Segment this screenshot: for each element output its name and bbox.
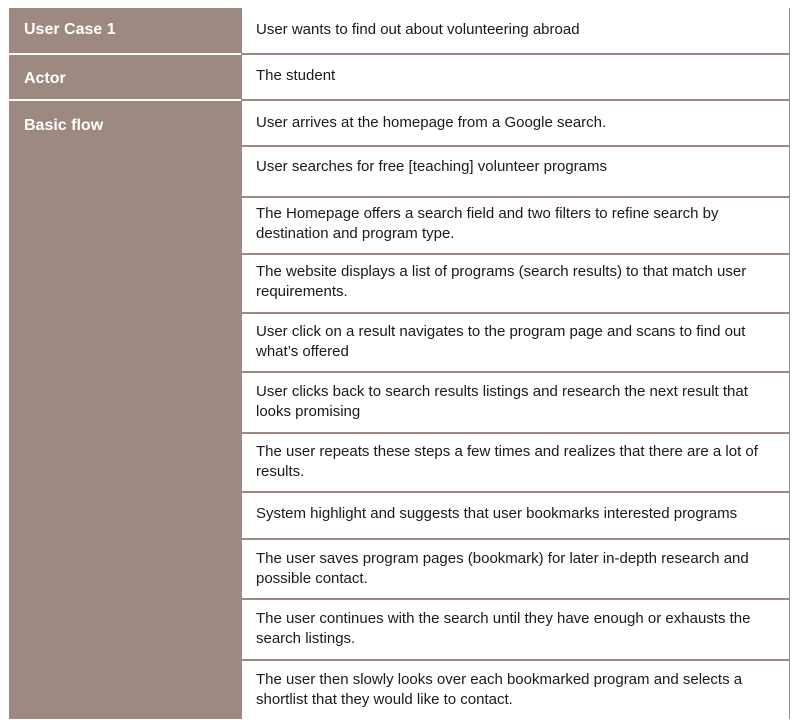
label-divider [9,53,241,55]
flow-step: The user repeats these steps a few times and realizes that there are a lot of results. [242,434,789,491]
flow-step: System highlight and suggests that user bookmarks interested programs [242,493,789,538]
label-divider [9,99,241,101]
flow-step: User click on a result navigates to the program page and scans to find out what’s offered [242,314,789,371]
flow-step: User arrives at the homepage from a Google search. [242,101,789,145]
row-use-case: User wants to find out about volunteering abroad [242,8,789,53]
flow-step: The user then slowly looks over each bookmarked program and selects a shortlist that they would like to contact. [242,661,789,719]
flow-step: User clicks back to search results listings and research the next result that looks promising [242,373,789,432]
row-actor: The student [242,55,789,99]
flow-step: The website displays a list of programs (search results) to that match user requirements. [242,255,789,312]
use-case-label: User Case 1 [24,21,116,38]
content-column [241,8,790,719]
actor-label: Actor [24,70,66,87]
flow-step: User searches for free [teaching] volunteer programs [242,147,789,196]
basic-flow-label: Basic flow [24,117,104,134]
flow-step: The Homepage offers a search field and two filters to refine search by destination and program type. [242,198,789,253]
label-column [9,8,241,719]
flow-step: The user continues with the search until they have enough or exhausts the search listings. [242,600,789,659]
use-case-table [9,8,790,719]
flow-step: The user saves program pages (bookmark) for later in-depth research and possible contact. [242,540,789,598]
